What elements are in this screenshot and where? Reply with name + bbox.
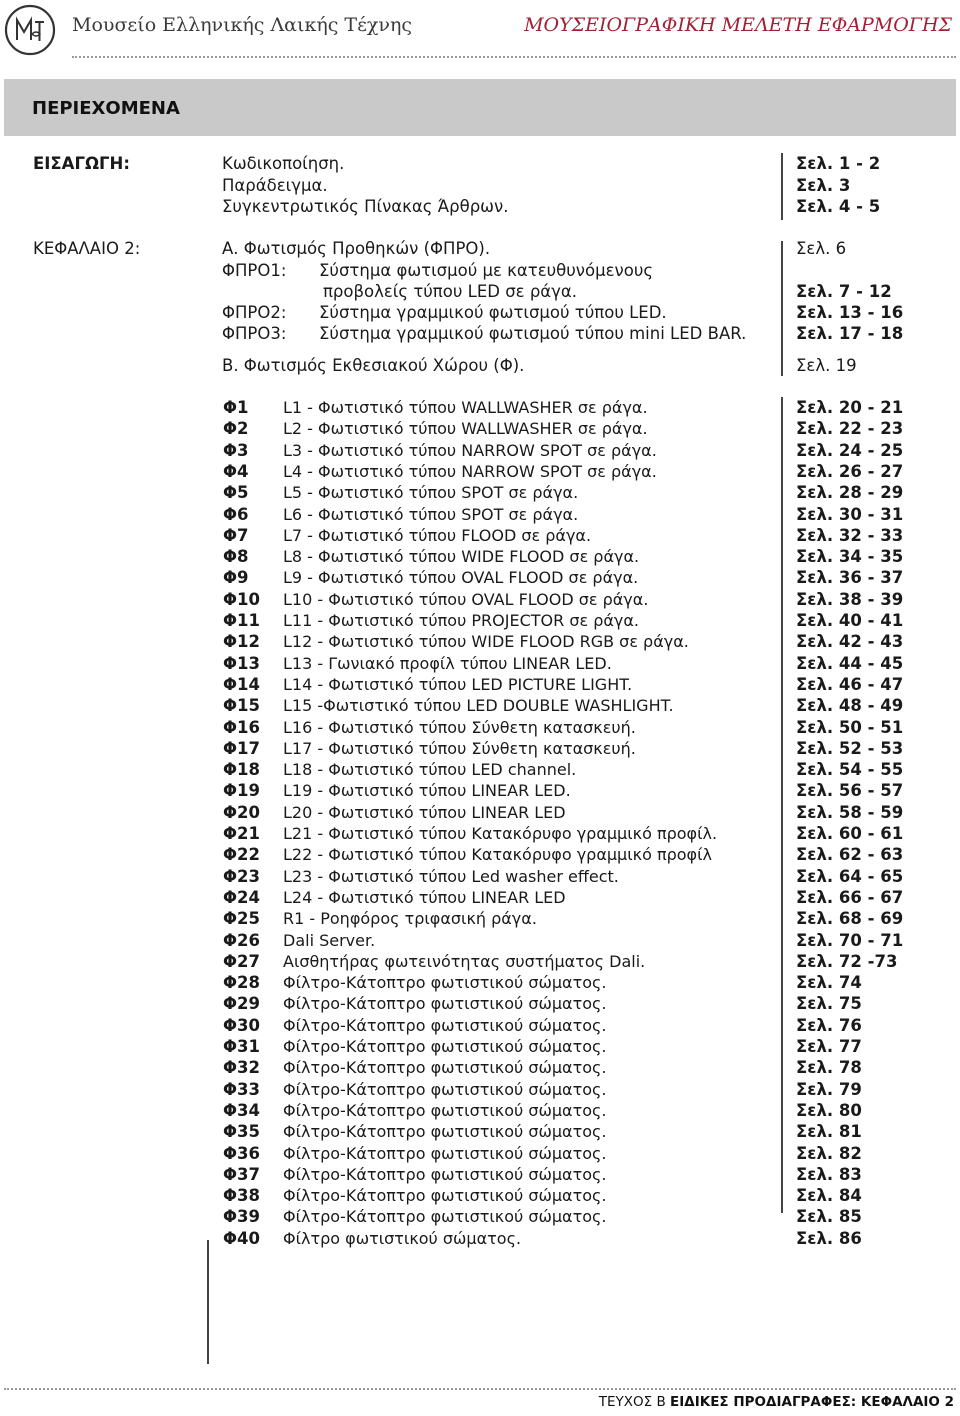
fixture-id: Φ18: [223, 760, 260, 780]
fixture-page: Σελ. 79: [796, 1079, 862, 1099]
study-title: ΜΟΥΣΕΙΟΓΡΑΦΙΚΗ ΜΕΛΕΤΗ ΕΦΑΡΜΟΓΗΣ: [524, 14, 952, 36]
fixture-desc: Φίλτρο-Κάτοπτρο φωτιστικού σώματος.: [283, 1207, 607, 1227]
fixture-id: Φ22: [223, 845, 260, 865]
fixture-desc: Φίλτρο-Κάτοπτρο φωτιστικού σώματος.: [283, 1079, 607, 1099]
fixture-desc: L17 - Φωτιστικό τύπου Σύνθετη κατασκευή.: [283, 738, 636, 758]
fixture-id: Φ17: [223, 738, 260, 758]
fpro-code: ΦΠΡΟ1:: [222, 261, 287, 280]
fixture-id: Φ38: [223, 1186, 260, 1206]
fixture-desc: Φίλτρο-Κάτοπτρο φωτιστικού σώματος.: [283, 1015, 607, 1035]
fixture-id: Φ24: [223, 887, 260, 907]
fixture-page: Σελ. 46 - 47: [796, 674, 904, 694]
fpro-code: ΦΠΡΟ3:: [222, 324, 287, 343]
fpro-page: Σελ. 17 - 18: [796, 324, 904, 343]
fixture-id: Φ13: [223, 653, 260, 673]
fixture-page: Σελ. 86: [796, 1228, 862, 1248]
fixture-id: Φ3: [223, 440, 249, 460]
fixture-page: Σελ. 62 - 63: [796, 845, 904, 865]
fixture-page: Σελ. 72 -73: [796, 951, 898, 971]
fixture-desc: L21 - Φωτιστικό τύπου Κατακόρυφο γραμμικό προφίλ.: [283, 824, 718, 843]
fixture-id: Φ37: [223, 1164, 260, 1184]
fixture-id: Φ5: [223, 483, 249, 503]
fixture-desc: L5 - Φωτιστικό τύπου SPOT σε ράγα.: [283, 483, 579, 503]
fixture-id: Φ4: [223, 461, 249, 481]
fixture-desc: L10 - Φωτιστικό τύπου OVAL FLOOD σε ράγα.: [283, 589, 649, 609]
intro-page: Σελ. 4 - 5: [796, 197, 881, 216]
fixture-page: Σελ. 75: [796, 994, 862, 1014]
fixture-id: Φ32: [223, 1058, 260, 1078]
fixture-id: Φ40: [223, 1228, 260, 1248]
fixture-page: Σελ. 68 - 69: [796, 909, 904, 929]
fixture-id: Φ21: [223, 824, 260, 843]
fixture-desc: L9 - Φωτιστικό τύπου OVAL FLOOD σε ράγα.: [283, 568, 639, 588]
fixture-desc: Φίλτρο φωτιστικού σώματος.: [283, 1228, 522, 1248]
intro-item: Παράδειγμα.: [222, 176, 328, 195]
fixture-desc: R1 - Ροηφόρος τριφασική ράγα.: [283, 909, 537, 929]
fixture-desc: Φίλτρο-Κάτοπτρο φωτιστικού σώματος.: [283, 1186, 607, 1206]
fixture-desc: L11 - Φωτιστικό τύπου PROJECTOR σε ράγα.: [283, 611, 640, 630]
fixture-id: Φ30: [223, 1015, 260, 1035]
fixture-id: Φ2: [223, 419, 249, 439]
column-rule: [781, 153, 783, 220]
fixture-desc: L14 - Φωτιστικό τύπου LED PICTURE LIGHT.: [283, 674, 633, 694]
footer-divider: [4, 1388, 956, 1390]
fixture-desc: L23 - Φωτιστικό τύπου Led washer effect.: [283, 866, 619, 886]
fixture-page: Σελ. 40 - 41: [796, 611, 904, 630]
fixture-page: Σελ. 81: [796, 1122, 862, 1142]
fixture-page: Σελ. 58 - 59: [796, 802, 904, 822]
intro-item: Συγκεντρωτικός Πίνακας Άρθρων.: [222, 197, 509, 216]
fixture-id: Φ36: [223, 1143, 260, 1163]
fpro-desc: Σύστημα γραμμικού φωτισμού τύπου mini LED BAR.: [319, 324, 747, 343]
fixture-page: Σελ. 70 - 71: [796, 930, 904, 950]
header-divider: [72, 56, 956, 58]
fixture-desc: Φίλτρο-Κάτοπτρο φωτιστικού σώματος.: [283, 1037, 607, 1056]
footer-volume: ΤΕΥΧΟΣ Β: [598, 1394, 671, 1410]
fixture-id: Φ33: [223, 1079, 260, 1099]
fixture-id: Φ1: [223, 398, 249, 417]
fixture-page: Σελ. 20 - 21: [796, 398, 904, 417]
footer-chapter: ΕΙΔΙΚΕΣ ΠΡΟΔΙΑΓΡΑΦΕΣ: ΚΕΦΑΛΑΙΟ 2: [670, 1394, 954, 1410]
fixture-desc: L24 - Φωτιστικό τύπου LINEAR LED: [283, 887, 566, 907]
fixture-page: Σελ. 60 - 61: [796, 824, 904, 843]
fixture-id: Φ25: [223, 909, 260, 929]
fixture-desc: L18 - Φωτιστικό τύπου LED channel.: [283, 760, 577, 780]
fixture-desc: Φίλτρο-Κάτοπτρο φωτιστικού σώματος.: [283, 994, 607, 1014]
fixture-page: Σελ. 28 - 29: [796, 483, 904, 503]
fixture-page: Σελ. 85: [796, 1207, 862, 1227]
fixture-desc: Φίλτρο-Κάτοπτρο φωτιστικού σώματος.: [283, 1100, 607, 1120]
intro-label: ΕΙΣΑΓΩΓΗ:: [33, 154, 130, 173]
fixture-id: Φ6: [223, 504, 249, 524]
fixture-id: Φ20: [223, 802, 260, 822]
fixture-desc: L13 - Γωνιακό προφίλ τύπου LINEAR LED.: [283, 653, 612, 673]
fixture-id: Φ15: [223, 696, 260, 716]
fixture-page: Σελ. 30 - 31: [796, 504, 904, 524]
section-b-title: Β. Φωτισμός Εκθεσιακού Χώρου (Φ).: [222, 356, 525, 375]
fixture-id: Φ23: [223, 866, 260, 886]
fixture-id: Φ31: [223, 1037, 260, 1056]
fixture-page: Σελ. 34 - 35: [796, 547, 904, 567]
fixture-id: Φ26: [223, 930, 260, 950]
fixture-desc: L12 - Φωτιστικό τύπου WIDE FLOOD RGB σε ράγα.: [283, 632, 689, 652]
fixture-desc: Φίλτρο-Κάτοπτρο φωτιστικού σώματος.: [283, 973, 607, 993]
museum-name: Μουσείο Ελληνικής Λαικής Τέχνης: [72, 14, 413, 36]
fixture-page: Σελ. 54 - 55: [796, 760, 904, 780]
fixture-id: Φ9: [223, 568, 249, 588]
fixture-id: Φ8: [223, 547, 249, 567]
fixture-page: Σελ. 80: [796, 1100, 862, 1120]
section-a-title: Α. Φωτισμός Προθηκών (ΦΠΡΟ).: [222, 239, 491, 258]
contents-title: ΠΕΡΙΕΧΟΜΕΝΑ: [32, 98, 180, 119]
intro-item: Κωδικοποίηση.: [222, 154, 345, 173]
fixture-page: Σελ. 50 - 51: [796, 717, 904, 737]
fixture-id: Φ10: [223, 589, 260, 609]
fixture-page: Σελ. 36 - 37: [796, 568, 904, 588]
fixture-id: Φ19: [223, 781, 260, 801]
fixture-page: Σελ. 76: [796, 1015, 862, 1035]
fixture-page: Σελ. 82: [796, 1143, 862, 1163]
fixture-page: Σελ. 74: [796, 973, 862, 993]
fixture-desc: Φίλτρο-Κάτοπτρο φωτιστικού σώματος.: [283, 1143, 607, 1163]
fixture-page: Σελ. 24 - 25: [796, 440, 904, 460]
fixture-desc: Φίλτρο-Κάτοπτρο φωτιστικού σώματος.: [283, 1122, 607, 1142]
fixture-page: Σελ. 52 - 53: [796, 738, 904, 758]
fixture-desc: L1 - Φωτιστικό τύπου WALLWASHER σε ράγα.: [283, 398, 648, 417]
section-b-page: Σελ. 19: [796, 356, 857, 375]
fixture-page: Σελ. 32 - 33: [796, 525, 904, 545]
fixture-desc: L16 - Φωτιστικό τύπου Σύνθετη κατασκευή.: [283, 717, 636, 737]
fixture-id: Φ11: [223, 611, 260, 630]
fixture-page: Σελ. 78: [796, 1058, 862, 1078]
fixture-page: Σελ. 84: [796, 1186, 862, 1206]
fixture-id: Φ14: [223, 674, 260, 694]
fixture-page: Σελ. 48 - 49: [796, 696, 904, 716]
fixture-desc: L19 - Φωτιστικό τύπου LINEAR LED.: [283, 781, 571, 801]
fpro-desc: Σύστημα φωτισμού με κατευθυνόμενους: [319, 261, 654, 280]
fixture-desc: L3 - Φωτιστικό τύπου NARROW SPOT σε ράγα.: [283, 440, 657, 460]
intro-page: Σελ. 1 - 2: [796, 154, 881, 173]
intro-page: Σελ. 3: [796, 176, 851, 195]
fixture-desc: L2 - Φωτιστικό τύπου WALLWASHER σε ράγα.: [283, 419, 648, 439]
fpro-page: Σελ. 7 - 12: [796, 282, 892, 301]
fixture-desc: Dali Server.: [283, 930, 376, 950]
chapter-label: ΚΕΦΑΛΑΙΟ 2:: [33, 239, 141, 258]
fixture-desc: L20 - Φωτιστικό τύπου LINEAR LED: [283, 802, 566, 822]
fixture-desc: L6 - Φωτιστικό τύπου SPOT σε ράγα.: [283, 504, 579, 524]
fixture-desc: L7 - Φωτιστικό τύπου FLOOD σε ράγα.: [283, 525, 592, 545]
fixture-desc: L22 - Φωτιστικό τύπου Κατακόρυφο γραμμικό προφίλ: [283, 845, 712, 865]
fixture-page: Σελ. 64 - 65: [796, 866, 904, 886]
fixture-id: Φ28: [223, 973, 260, 993]
fixture-id: Φ12: [223, 632, 260, 652]
fixture-page: Σελ. 44 - 45: [796, 653, 904, 673]
fpro-code: ΦΠΡΟ2:: [222, 303, 287, 322]
footer-label: [599, 1394, 954, 1410]
fixture-id: Φ29: [223, 994, 260, 1014]
column-rule: [207, 1240, 209, 1364]
column-rule: [781, 241, 783, 376]
fixture-page: Σελ. 56 - 57: [796, 781, 904, 801]
fixture-id: Φ34: [223, 1100, 260, 1120]
fpro-desc: Σύστημα γραμμικού φωτισμού τύπου LED.: [319, 303, 667, 322]
fixture-id: Φ39: [223, 1207, 260, 1227]
museum-logo-icon: [4, 4, 56, 56]
fixture-desc: L15 -Φωτιστικό τύπου LED DOUBLE WASHLIGHT.: [283, 696, 674, 716]
footer-text: [599, 1394, 954, 1410]
fpro-desc-cont: προβολείς τύπου LED σε ράγα.: [323, 282, 578, 301]
fixture-id: Φ35: [223, 1122, 260, 1142]
fixture-page: Σελ. 77: [796, 1037, 862, 1056]
section-a-page: Σελ. 6: [796, 239, 847, 258]
fixture-page: Σελ. 26 - 27: [796, 461, 904, 481]
column-rule: [781, 397, 783, 1213]
fixture-id: Φ27: [223, 951, 260, 971]
fixture-id: Φ7: [223, 525, 249, 545]
fixture-desc: Φίλτρο-Κάτοπτρο φωτιστικού σώματος.: [283, 1058, 607, 1078]
fixture-desc: L8 - Φωτιστικό τύπου WIDE FLOOD σε ράγα.: [283, 547, 640, 567]
fpro-page: Σελ. 13 - 16: [796, 303, 904, 322]
fixture-page: Σελ. 42 - 43: [796, 632, 904, 652]
fixture-page: Σελ. 83: [796, 1164, 862, 1184]
fixture-page: Σελ. 38 - 39: [796, 589, 904, 609]
fixture-id: Φ16: [223, 717, 260, 737]
fixture-page: Σελ. 66 - 67: [796, 887, 904, 907]
fixture-desc: Αισθητήρας φωτεινότητας συστήματος Dali.: [283, 951, 646, 971]
fixture-desc: L4 - Φωτιστικό τύπου NARROW SPOT σε ράγα.: [283, 461, 657, 481]
fixture-page: Σελ. 22 - 23: [796, 419, 904, 439]
fixture-desc: Φίλτρο-Κάτοπτρο φωτιστικού σώματος.: [283, 1164, 607, 1184]
